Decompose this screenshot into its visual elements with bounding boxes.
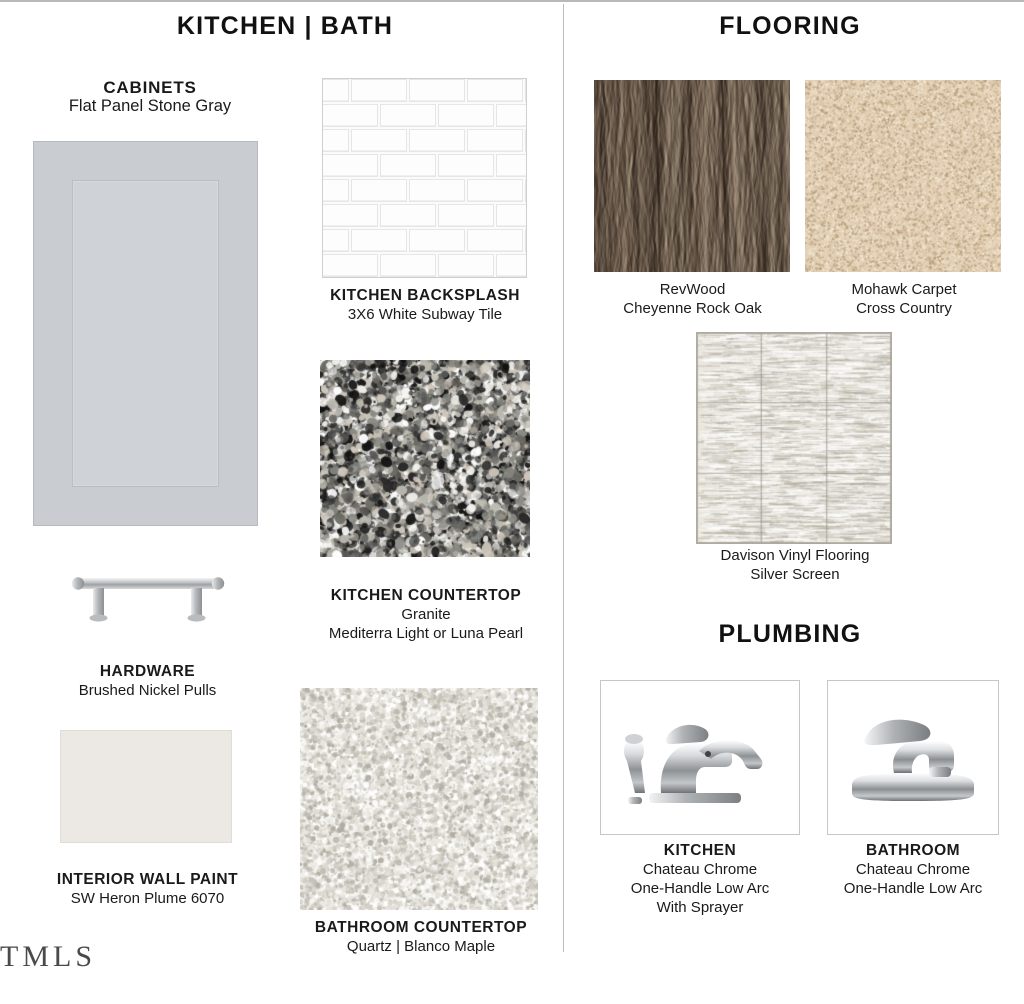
tile [380, 204, 436, 227]
kitchen-faucet-detail-1: Chateau Chrome [642, 861, 758, 878]
kitchen-faucet-image [600, 680, 800, 835]
kitchen-countertop-detail-1: Granite [401, 606, 451, 623]
tile [409, 179, 465, 202]
tile [467, 229, 523, 252]
carpet-swatch [805, 80, 1001, 272]
quartz-texture [300, 688, 538, 910]
vinyl-title: Davison Vinyl Flooring [720, 547, 870, 564]
vinyl-texture [696, 332, 892, 544]
tile [525, 129, 527, 152]
tile [322, 129, 349, 152]
tile [525, 229, 527, 252]
cabinets-label [20, 78, 280, 116]
revwood-label [580, 280, 805, 318]
tile-row [322, 79, 527, 104]
tile-row [322, 229, 527, 254]
tile [322, 229, 349, 252]
tile-row [322, 254, 527, 278]
tile [496, 254, 527, 277]
tile-row [322, 129, 527, 154]
hardware-pull-image [60, 562, 235, 652]
carpet-label [793, 280, 1015, 318]
kitchen-faucet-detail-2: One-Handle Low Arc [630, 880, 770, 897]
backsplash-title: KITCHEN BACKSPLASH [330, 287, 520, 304]
cabinet-door-swatch [33, 141, 258, 526]
tile [409, 229, 465, 252]
tile [438, 204, 494, 227]
bathroom-faucet-image [827, 680, 999, 835]
tile [525, 179, 527, 202]
bathroom-faucet-label [820, 841, 1006, 898]
tile [409, 79, 465, 102]
paint-label [25, 870, 270, 908]
vinyl-swatch [696, 332, 892, 544]
bathroom-faucet-detail-2: One-Handle Low Arc [843, 880, 983, 897]
backsplash-swatch [322, 78, 527, 278]
tile [322, 204, 378, 227]
paint-swatch [60, 730, 232, 843]
carpet-texture [805, 80, 1001, 272]
tile-row [322, 154, 527, 179]
cabinets-title: CABINETS [103, 78, 197, 97]
kitchen-countertop-label [296, 586, 556, 643]
section-title-flooring: FLOORING [719, 12, 861, 40]
bathroom-countertop-detail: Quartz | Blanco Maple [346, 938, 496, 955]
tile [380, 254, 436, 277]
revwood-detail: Cheyenne Rock Oak [623, 300, 762, 317]
section-title-plumbing: PLUMBING [718, 620, 862, 648]
vinyl-label [690, 546, 900, 584]
tile [322, 254, 378, 277]
tile [322, 104, 378, 127]
tile-row [322, 104, 527, 129]
tile [351, 179, 407, 202]
kitchen-countertop-detail-2: Mediterra Light or Luna Pearl [328, 625, 524, 642]
watermark: TMLS [0, 940, 97, 973]
tile [438, 154, 494, 177]
revwood-title: RevWood [659, 281, 726, 298]
tile [438, 254, 494, 277]
tile [409, 129, 465, 152]
hardware-title: HARDWARE [99, 663, 196, 680]
kitchen-faucet-title: KITCHEN [663, 842, 737, 859]
tile [351, 79, 407, 102]
kitchen-countertop-title: KITCHEN COUNTERTOP [330, 587, 522, 604]
tile [351, 229, 407, 252]
bathroom-faucet-detail-1: Chateau Chrome [855, 861, 971, 878]
hardware-label [35, 662, 260, 700]
paint-detail: SW Heron Plume 6070 [70, 890, 225, 907]
tile [322, 79, 349, 102]
tile [322, 179, 349, 202]
tile [380, 104, 436, 127]
bathroom-countertop-title: BATHROOM COUNTERTOP [314, 919, 528, 936]
kitchen-faucet-label [596, 841, 804, 917]
section-title-kitchen-bath: KITCHEN | BATH [176, 12, 394, 40]
backsplash-label [300, 286, 550, 324]
cabinet-door-panel [72, 180, 219, 487]
carpet-title: Mohawk Carpet [851, 281, 957, 298]
tile [496, 204, 527, 227]
tile [496, 104, 527, 127]
tile [467, 79, 523, 102]
revwood-swatch [594, 80, 790, 272]
kitchen-faucet-detail-3: With Sprayer [656, 899, 744, 916]
carpet-detail: Cross Country [856, 300, 952, 317]
tile [496, 154, 527, 177]
kitchen-countertop-swatch [320, 360, 530, 557]
paint-title: INTERIOR WALL PAINT [56, 871, 239, 888]
top-divider [0, 0, 1024, 2]
backsplash-detail: 3X6 White Subway Tile [347, 306, 503, 323]
tile [438, 104, 494, 127]
vertical-divider [563, 4, 564, 952]
bathroom-countertop-swatch [300, 688, 538, 910]
tile [467, 179, 523, 202]
tile [351, 129, 407, 152]
cabinets-detail: Flat Panel Stone Gray [68, 97, 232, 115]
tile [467, 129, 523, 152]
tile-row [322, 179, 527, 204]
vinyl-detail: Silver Screen [750, 566, 840, 583]
tile [322, 154, 378, 177]
bathroom-faucet-title: BATHROOM [865, 842, 961, 859]
granite-texture [320, 360, 530, 557]
tile-row [322, 204, 527, 229]
bathroom-countertop-label [290, 918, 552, 956]
tile [380, 154, 436, 177]
wood-texture [594, 80, 790, 272]
hardware-detail: Brushed Nickel Pulls [78, 682, 217, 699]
tile [525, 79, 527, 102]
